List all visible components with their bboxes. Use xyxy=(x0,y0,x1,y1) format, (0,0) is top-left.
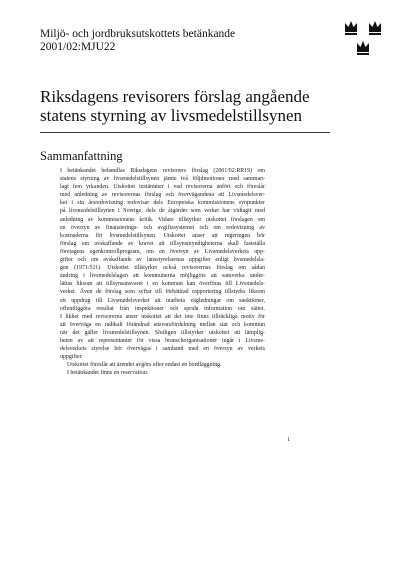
summary-line: en översyn av finansierings- och avgiftssystemet och om redovisning av xyxy=(60,224,265,231)
title-divider xyxy=(40,132,330,133)
summary-line: att överväga en radikalt förändrad ansvarsfördelning mellan stat och kommun xyxy=(60,321,265,328)
summary-paragraph xyxy=(60,361,265,369)
section-heading: Sammanfattning xyxy=(40,149,123,163)
summary-line: kostnaderna för livsmedelstillsynen. Utskottet anser att regeringen bör xyxy=(60,232,265,239)
summary-paragraph xyxy=(60,369,265,377)
committee-name: Miljö- och jordbruksutskottets betänkande xyxy=(40,28,236,40)
summary-line: heten av att representanter för vissa branschorganisationer ingår i Livsme- xyxy=(60,337,265,344)
summary-line: förslag om avskaffande av kravet att tillsynsmyndigheterna skall fastställa xyxy=(60,240,265,247)
document-number: 2001/02:MJU22 xyxy=(40,41,116,53)
summary-line: lättas liksom att tillsynsansvaret i en kommun kan överföras till Livsmedels- xyxy=(60,281,265,288)
summary-line: företagens egenkontrollprogram, om en översyn av Livsmedelsverkets upp- xyxy=(60,248,265,255)
summary-line: I betänkandet behandlas Riksdagens revisorers förslag (2001/02:RR19) om xyxy=(60,168,265,174)
summary-line: offentliggöra resultat från inspektioner och sprida information om sättet. xyxy=(60,305,265,312)
page-number: 1 xyxy=(287,436,291,443)
summary-paragraph xyxy=(60,167,265,361)
summary-line: på livsmedelstillsynen i Sverige, dels de åtgärder som verket har vidtagit med xyxy=(60,208,265,215)
summary-line: delsverkets styrelse bör övervägas i samband med en översyn av verkets xyxy=(60,346,265,353)
summary-body xyxy=(60,167,265,377)
summary-line: statens styrning av livsmedelstillsynen jämte två följdmotioner med samman- xyxy=(60,176,265,183)
three-crowns-icon xyxy=(342,18,386,58)
summary-line: gen (1971:511). Utskottet tillstyrker också revisorernas förslag om sådan xyxy=(60,265,265,272)
summary-line: I betänkandet finns en reservation. xyxy=(67,370,149,377)
summary-line: lagt fem yrkanden. Utskottet instämmer i vad revisorerna anfört och föreslår xyxy=(60,184,265,191)
summary-line: gifter och om avskaffande av länsstyrelsernas uppgifter enligt livsmedelsla- xyxy=(60,257,265,264)
summary-line: verket. Även de förslag som syftar till förbättrad rapportering tillstyrks liksom xyxy=(60,289,265,296)
document-header xyxy=(40,28,235,54)
summary-line: anledning av kommissionens kritik. Vidare tillstyrker utskottet förslagen om xyxy=(60,216,265,223)
summary-line: när det gäller livsmedelstillsynen. Slutligen tillstyrker utskottet att lämplig- xyxy=(60,329,265,336)
summary-line: ket i sin årsredovisning redovisar dels Europeiska kommissionens synpunkter xyxy=(60,200,265,207)
summary-line: ett uppdrag till Livsmedelsverket att utarbeta vägledningar om sanktioner, xyxy=(60,297,265,304)
summary-line: med anledning av revisorernas förslag och övervägandena att Livsmedelsver- xyxy=(60,192,265,199)
report-title: Riksdagens revisorers förslag angående statens styrning av livsmedelstillsynen xyxy=(40,87,310,125)
summary-line: ändring i livsmedelslagen att kommunerna möjliggörs att samverka under- xyxy=(60,273,265,280)
summary-line: Utskottet föreslår att ärendet avgörs efter endast en bordläggning. xyxy=(67,362,222,369)
summary-line: uppgifter. xyxy=(60,354,83,361)
summary-line: I likhet med revisorerna anser utskottet att det inte finns tillräckliga motiv för xyxy=(60,313,265,320)
